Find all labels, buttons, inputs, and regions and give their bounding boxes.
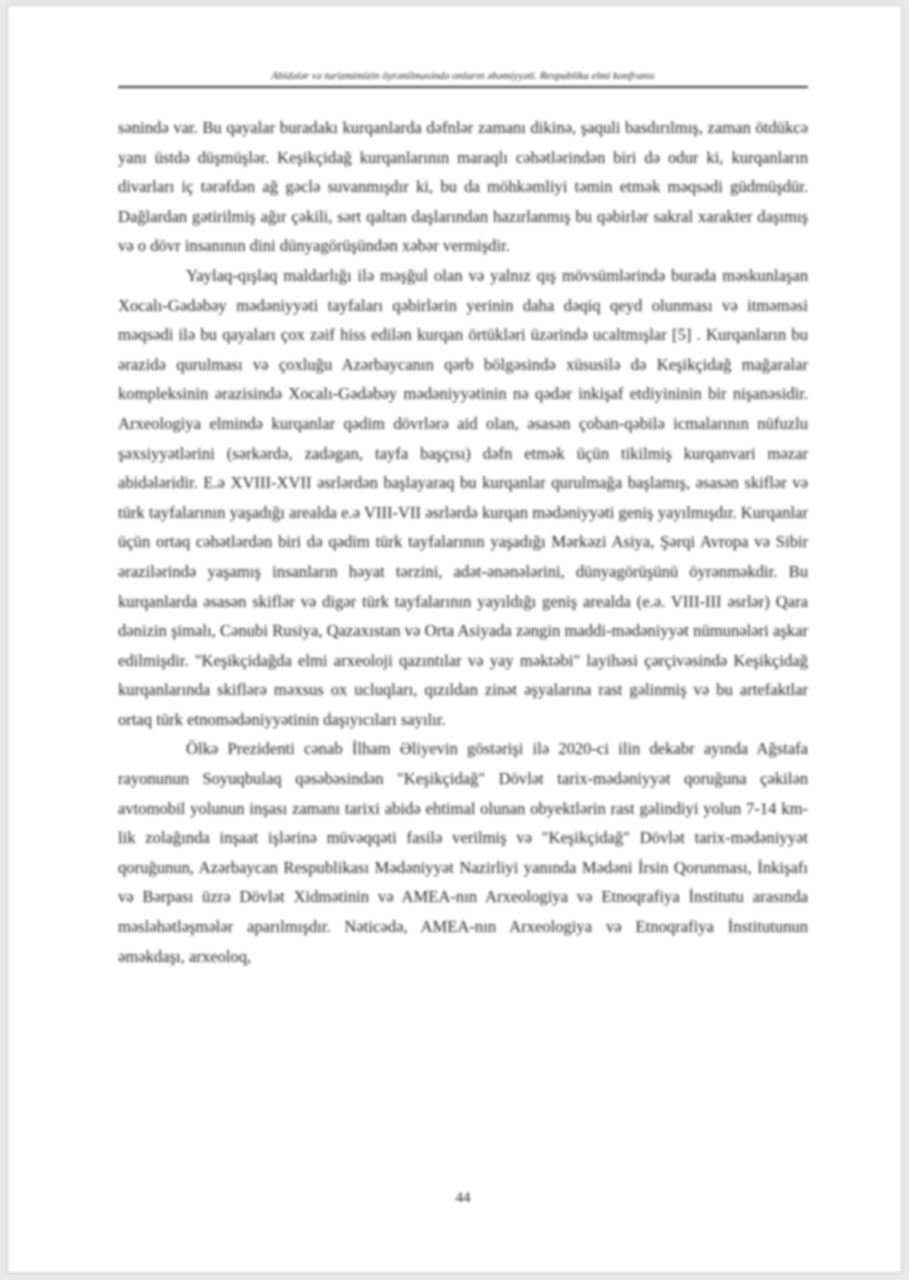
running-header: Abidələr və turizmimizin öyrənilməsində onların əhəmiyyəti. Respublika elmi konfransı [118, 70, 808, 88]
page-number: 44 [455, 1190, 471, 1206]
body-text [118, 113, 808, 971]
paragraph-2: Yaylaq-qışlaq maldarlığı ilə məşğul olan və yalnız qış mövsümlərində burada məskunlaşan Xocalı-Gədəbəy mədəniyyəti tayfaları qəbirlərin yerinin daha dəqiq qeyd olunması və itməməsi məqsədi ilə bu qayaları çox zəif hiss edilən kurqan örtükləri üzərində ucaltmışlar [5] . Kurqanların bu ərazidə qurulması və çoxluğu Azərbaycanın qərb bölgəsində xüsusilə də Keşikçidağ mağaralar kompleksinin ərazisində Xocalı-Gədəbəy mədəniyyətinin nə qədər inkişaf etdiyininin bir nişanəsidir. Arxeologiya elmində kurqanlar qədim dövrlərə aid olan, əsasən çoban-qəbilə icmalarının nüfuzlu şəxsiyyətlərini (sərkərdə, zadəgan, tayfa başçısı) dəfn etmək üçün tikilmiş kurqanvari məzar abidələridir. E.ə XVIII-XVII əsrlərdən başlayaraq bu kurqanlar qurulmağa başlamış, əsasən skiflər və türk tayfalarının yaşadığı arealda e.ə VIII-VII əsrlərdə kurqan mədəniyyəti geniş yayılmışdır. Kurqanlar üçün ortaq cəhətlərdən biri də qədim türk tayfalarının yaşadığı Mərkəzi Asiya, Şərqi Avropa və Sibir ərazilərində yaşamış insanların həyat tərzini, adət-ənənələrini, dünyagörüşünü öyrənməkdir. Bu kurqanlarda əsasən skiflər və digər türk tayfalarının yayıldığı geniş arealda (e.ə. VIII-III əsrlər) Qara dənizin şimalı, Cənubi Rusiya, Qazaxıstan və Orta Asiyada zəngin maddi-mədəniyyət nümunələri aşkar edilmişdir. "Keşikçidağda elmi arxeoloji qazıntılar və yay məktəbi" layihəsi çərçivəsində Keşikçidağ kurqanlarında skiflərə məxsus ox ucluqları, qızıldan zinət əşyalarına rast gəlinmiş və bu artefaktlar ortaq türk etnomədəniyyətinin daşıyıcıları sayılır. [118, 265, 808, 729]
paragraph-1: sənində var. Bu qayalar buradakı kurqanlarda dəfnlər zamanı dikinə, şaquli basdırılmış, zaman ötdükcə yanı üstdə düşmüşlər. Keşikçidağ kurqanlarının maraqlı cəhətlərindən biri də odur ki, kurqanların divarları iç tərəfdən ağ gəclə suvanmışdır ki, bu da möhkəmliyi təmin etmək məqsədi güdmüşdür. Dağlardan gətirilmiş ağır çəkili, sərt qaltan daşlarından hazırlanmış bu qəbirlər sakral xarakter daşımış və o dövr insanının dini dünyagörüşündən xəbər vermişdir. [118, 118, 808, 256]
document-page [8, 6, 901, 1272]
paragraph-3: Ölkə Prezidenti cənab İlham Əliyevin göstərişi ilə 2020-ci ilin dekabr ayında Ağstafa rayonunun Soyuqbulaq qəsəbəsindən "Keşikçidağ" Dövlət tarix-mədəniyyət qoruğuna çəkilən avtomobil yolunun inşası zamanı tarixi abidə ehtimal olunan obyektlərin rast gəlindiyi yolun 7-14 km-lik zolağında inşaat işlərinə müvəqqəti fasilə verilmiş və "Keşikçidağ" Dövlət tarix-mədəniyyət qoruğunun, Azərbaycan Respublikası Mədəniyyət Nazirliyi yanında Mədəni İrsin Qorunması, İnkişafı və Bərpası üzrə Dövlət Xidmətinin və AMEA-nın Arxeologiya və Etnoqrafiya İnstitutu arasında məsləhətləşmələr aparılmışdır. Nəticədə, AMEA-nın Arxeologiya və Etnoqrafiya İnstitutunun əməkdaşı, arxeoloq, [118, 739, 808, 966]
